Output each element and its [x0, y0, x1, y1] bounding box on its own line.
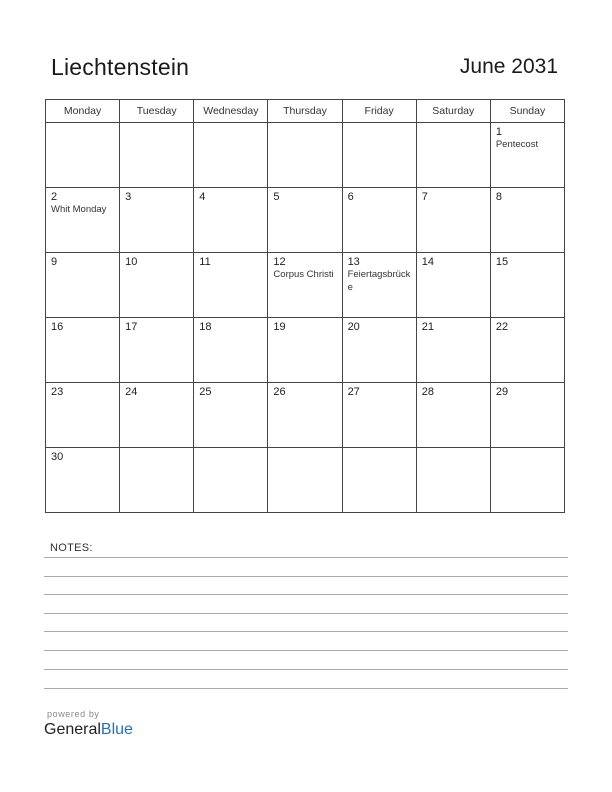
holiday-label: Feiertagsbrücke — [347, 269, 411, 293]
day-cell[interactable] — [490, 383, 564, 448]
day-cell[interactable] — [46, 448, 120, 513]
empty-day-cell — [120, 448, 194, 513]
empty-day-cell — [342, 123, 416, 188]
day-cell[interactable] — [46, 318, 120, 383]
weekday-header: Monday — [46, 100, 120, 123]
empty-day-cell — [46, 123, 120, 188]
empty-day-cell — [416, 123, 490, 188]
day-cell[interactable] — [268, 188, 342, 253]
day-cell[interactable] — [416, 383, 490, 448]
day-cell[interactable] — [194, 253, 268, 318]
day-cell[interactable] — [342, 188, 416, 253]
weekday-header: Sunday — [490, 100, 564, 123]
week-row — [46, 253, 565, 318]
day-number: 19 — [273, 321, 286, 333]
day-cell[interactable] — [490, 123, 564, 188]
holiday-label: Corpus Christi — [273, 269, 334, 280]
day-cell[interactable] — [46, 188, 120, 253]
weekday-header: Wednesday — [194, 100, 268, 123]
note-line — [44, 613, 568, 614]
day-number: 14 — [421, 256, 434, 268]
note-line — [44, 688, 568, 689]
day-cell[interactable] — [342, 253, 416, 318]
day-cell[interactable] — [342, 383, 416, 448]
note-line — [44, 576, 568, 577]
day-number: 25 — [199, 386, 212, 398]
weekday-header: Thursday — [268, 100, 342, 123]
day-cell[interactable] — [490, 253, 564, 318]
day-cell[interactable] — [120, 253, 194, 318]
empty-day-cell — [268, 123, 342, 188]
note-line — [44, 669, 568, 670]
day-number: 29 — [495, 386, 509, 398]
day-cell[interactable] — [416, 188, 490, 253]
empty-day-cell — [268, 448, 342, 513]
day-cell[interactable] — [490, 188, 564, 253]
day-number: 16 — [51, 321, 64, 333]
month-year-title: June 2031 — [459, 55, 558, 78]
day-number: 7 — [421, 191, 428, 203]
day-number: 28 — [421, 386, 434, 398]
weekday-header: Tuesday — [120, 100, 194, 123]
day-number: 5 — [273, 191, 280, 203]
day-number: 27 — [347, 386, 360, 398]
weekday-header: Friday — [342, 100, 416, 123]
day-cell[interactable] — [120, 318, 194, 383]
day-number: 30 — [51, 451, 64, 463]
country-title: Liechtenstein — [51, 54, 190, 80]
day-cell[interactable] — [194, 318, 268, 383]
weekday-header-row — [46, 100, 565, 123]
day-cell[interactable] — [268, 318, 342, 383]
day-number: 18 — [199, 321, 212, 333]
day-cell[interactable] — [120, 383, 194, 448]
holiday-label: Whit Monday — [51, 204, 107, 215]
day-cell[interactable] — [416, 253, 490, 318]
day-number: 24 — [125, 386, 138, 398]
note-line — [44, 557, 568, 558]
empty-day-cell — [416, 448, 490, 513]
week-row — [46, 448, 565, 513]
day-number: 6 — [347, 191, 354, 203]
day-cell[interactable] — [490, 318, 564, 383]
day-cell[interactable] — [194, 383, 268, 448]
day-cell[interactable] — [46, 383, 120, 448]
day-cell[interactable] — [120, 188, 194, 253]
day-number: 13 — [347, 256, 360, 268]
day-number: 1 — [495, 126, 502, 138]
day-number: 20 — [347, 321, 360, 333]
brand-name-blue: Blue — [100, 721, 133, 738]
week-row — [46, 188, 565, 253]
day-cell[interactable] — [268, 383, 342, 448]
day-number: 15 — [495, 256, 509, 268]
weekday-header: Saturday — [416, 100, 490, 123]
note-line — [44, 594, 568, 595]
day-number: 3 — [125, 191, 132, 203]
brand-logo[interactable] — [44, 721, 133, 739]
day-number: 23 — [51, 386, 64, 398]
day-number: 21 — [421, 321, 434, 333]
note-line — [44, 631, 568, 632]
note-line — [44, 650, 568, 651]
empty-day-cell — [490, 448, 564, 513]
calendar-grid — [45, 99, 565, 513]
day-number: 8 — [495, 191, 502, 203]
powered-by-text: powered by — [47, 709, 100, 719]
day-number: 2 — [51, 191, 58, 203]
empty-day-cell — [342, 448, 416, 513]
empty-day-cell — [120, 123, 194, 188]
day-cell[interactable] — [268, 253, 342, 318]
day-number: 4 — [199, 191, 206, 203]
empty-day-cell — [194, 448, 268, 513]
brand-name-general: General — [44, 721, 101, 738]
day-number: 26 — [273, 386, 286, 398]
day-number: 12 — [273, 256, 286, 268]
day-cell[interactable] — [342, 318, 416, 383]
week-row — [46, 123, 565, 188]
day-cell[interactable] — [416, 318, 490, 383]
notes-label: NOTES: — [50, 542, 93, 554]
day-cell[interactable] — [194, 188, 268, 253]
empty-day-cell — [194, 123, 268, 188]
day-number: 22 — [495, 321, 509, 333]
calendar-body — [46, 123, 565, 513]
holiday-label: Pentecost — [495, 139, 539, 150]
day-cell[interactable] — [46, 253, 120, 318]
day-number: 17 — [125, 321, 138, 333]
week-row — [46, 383, 565, 448]
day-number: 10 — [125, 256, 138, 268]
week-row — [46, 318, 565, 383]
day-number: 11 — [199, 256, 211, 268]
day-number: 9 — [51, 256, 58, 268]
